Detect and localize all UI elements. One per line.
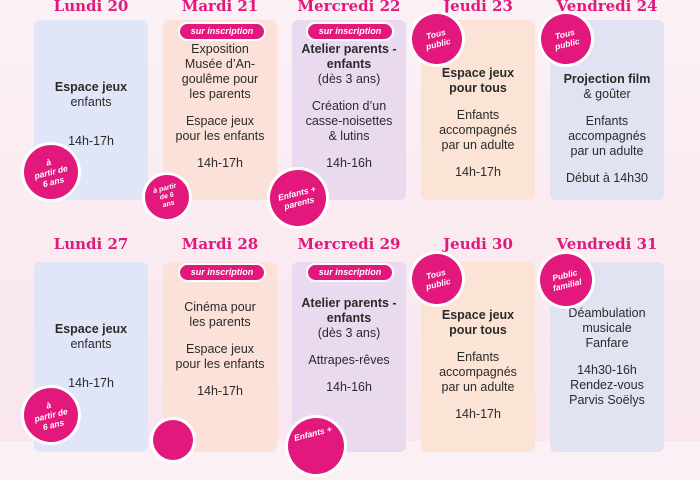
day-title-mardi-28: Mardi 28 [181, 235, 259, 253]
age-badge: à partir de 6 ans [18, 382, 83, 447]
card-line: 14h-17h [68, 376, 114, 390]
card-line: (dès 3 ans) [317, 72, 381, 86]
card-line: accompagnés [568, 129, 646, 143]
card-line: 14h-17h [455, 407, 501, 421]
card-line: Espace jeux [185, 114, 255, 128]
card-line: pour les enfants [175, 357, 265, 371]
card-line: Espace jeux [441, 66, 515, 80]
registration-tag: sur inscription [308, 24, 392, 39]
card-line: Enfants [585, 114, 629, 128]
card-line: & goûter [583, 87, 631, 101]
card-line: accompagnés [439, 365, 517, 379]
card-line: 14h-17h [455, 165, 501, 179]
card-line: par un adulte [441, 380, 515, 394]
card-line: Espace jeux [54, 80, 128, 94]
card-line: enfants [326, 57, 372, 71]
registration-tag: sur inscription [180, 24, 264, 39]
card-line: Parvis Soëlys [569, 393, 645, 407]
card-line: 14h-17h [68, 134, 114, 148]
age-badge: à partir de 6 ans [18, 139, 83, 204]
card-line: par un adulte [441, 138, 515, 152]
card-line: 14h30-16h [577, 363, 637, 377]
day-title-jeudi-30: Jeudi 30 [443, 235, 513, 253]
card-line: les parents [189, 87, 251, 101]
day-title-vendredi-24: Vendredi 24 [556, 0, 658, 15]
card-line: 14h-17h [197, 156, 243, 170]
audience-badge: Public familial [534, 248, 597, 311]
card-line: 14h-16h [326, 380, 372, 394]
card-line: enfants [326, 311, 372, 325]
card-line: Espace jeux [441, 308, 515, 322]
card-line: 14h-17h [197, 384, 243, 398]
card-line: Cinéma pour [184, 300, 256, 314]
registration-tag: sur inscription [308, 265, 392, 280]
card-line: Fanfare [585, 336, 629, 350]
day-title-jeudi-23: Jeudi 23 [443, 0, 513, 15]
card-line: accompagnés [439, 123, 517, 137]
card-line: pour tous [449, 323, 507, 337]
card-line: les parents [189, 315, 251, 329]
day-title-mercredi-29: Mercredi 29 [297, 235, 401, 253]
card-line: Rendez-vous [570, 378, 644, 392]
card-line: casse-noisettes [305, 114, 393, 128]
card-line: Musée d’An- [184, 57, 256, 71]
day-title-lundi-27: Lundi 27 [53, 235, 129, 253]
card-line: Enfants [456, 108, 500, 122]
day-card-mardi-21 [163, 20, 277, 200]
audience-badge: Tous public [536, 9, 597, 70]
card-line: Espace jeux [54, 322, 128, 336]
card-line: Début à 14h30 [565, 171, 648, 185]
card-line: (dès 3 ans) [317, 326, 381, 340]
day-title-vendredi-31: Vendredi 31 [556, 235, 658, 253]
card-line: Projection film [563, 72, 651, 86]
day-title-lundi-20: Lundi 20 [53, 0, 129, 15]
card-line: & lutins [328, 129, 370, 143]
card-line: 14h-16h [326, 156, 372, 170]
card-line: Espace jeux [185, 342, 255, 356]
card-line: par un adulte [570, 144, 644, 158]
card-line: goulême pour [181, 72, 259, 86]
day-title-mardi-21: Mardi 21 [181, 0, 259, 15]
card-line: pour les enfants [175, 129, 265, 143]
card-line: pour tous [449, 81, 507, 95]
card-line: Attrapes-rêves [308, 353, 390, 367]
audience-badge: Enfants + parents [264, 164, 332, 232]
age-badge: à partir de 6 ans [140, 170, 193, 223]
age-badge [153, 420, 193, 460]
audience-badge: Enfants + [282, 412, 350, 480]
card-line: Atelier parents - [301, 42, 397, 56]
registration-tag: sur inscription [180, 265, 264, 280]
card-line: enfants [70, 337, 112, 351]
card-line: Enfants [456, 350, 500, 364]
card-line: Exposition [191, 42, 249, 56]
card-line: Création d’un [311, 99, 387, 113]
card-line: Atelier parents - [301, 296, 397, 310]
audience-badge: Tous public [407, 9, 468, 70]
card-line: musicale [582, 321, 632, 335]
card-line: enfants [70, 95, 112, 109]
audience-badge: Tous public [407, 249, 468, 310]
day-title-mercredi-22: Mercredi 22 [297, 0, 401, 15]
card-line: Déambulation [568, 306, 646, 320]
